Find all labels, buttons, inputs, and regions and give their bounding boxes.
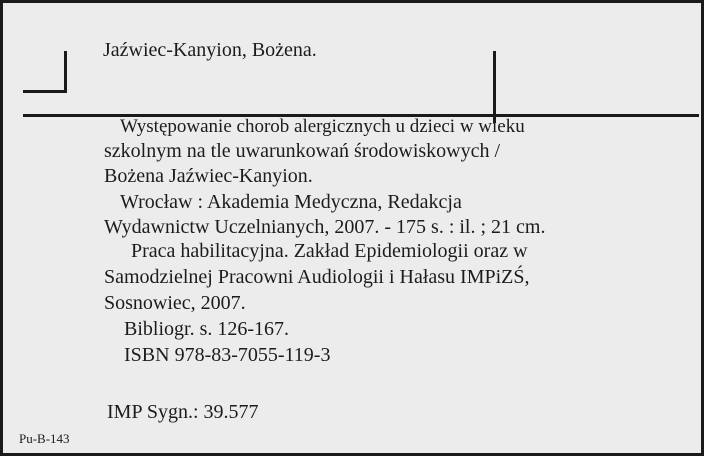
title-line-3: Bożena Jaźwiec-Kanyion.	[104, 165, 313, 187]
note-line-1: Praca habilitacyjna. Zakład Epidemiologii oraz w	[131, 240, 528, 262]
card-code: Pu-B-143	[19, 431, 70, 446]
imprint-line-1: Wrocław : Akademia Medyczna, Redakcja	[120, 191, 462, 213]
title-line-1: Występowanie chorob alergicznych u dzieci w wieku	[120, 116, 525, 137]
isbn: ISBN 978-83-7055-119-3	[124, 344, 331, 366]
bibliography-note: Bibliogr. s. 126-167.	[124, 318, 290, 340]
note-line-2: Samodzielnej Pracowni Audiologii i Hałasu IMPiZŚ,	[104, 266, 530, 288]
column-vertical-rule	[493, 51, 496, 123]
imprint-line-2: Wydawnictw Uczelnianych, 2007. - 175 s. : il. ; 21 cm.	[104, 216, 546, 238]
note-line-3: Sosnowiec, 2007.	[104, 292, 246, 314]
main-entry-heading: Jaźwiec-Kanyion, Bożena.	[103, 39, 317, 61]
left-corner-horizontal-rule	[23, 90, 67, 93]
call-number: IMP Sygn.: 39.577	[107, 401, 259, 423]
left-corner-vertical-rule	[64, 51, 67, 93]
title-line-2: szkolnym na tle uwarunkowań środowiskowych /	[104, 140, 501, 162]
